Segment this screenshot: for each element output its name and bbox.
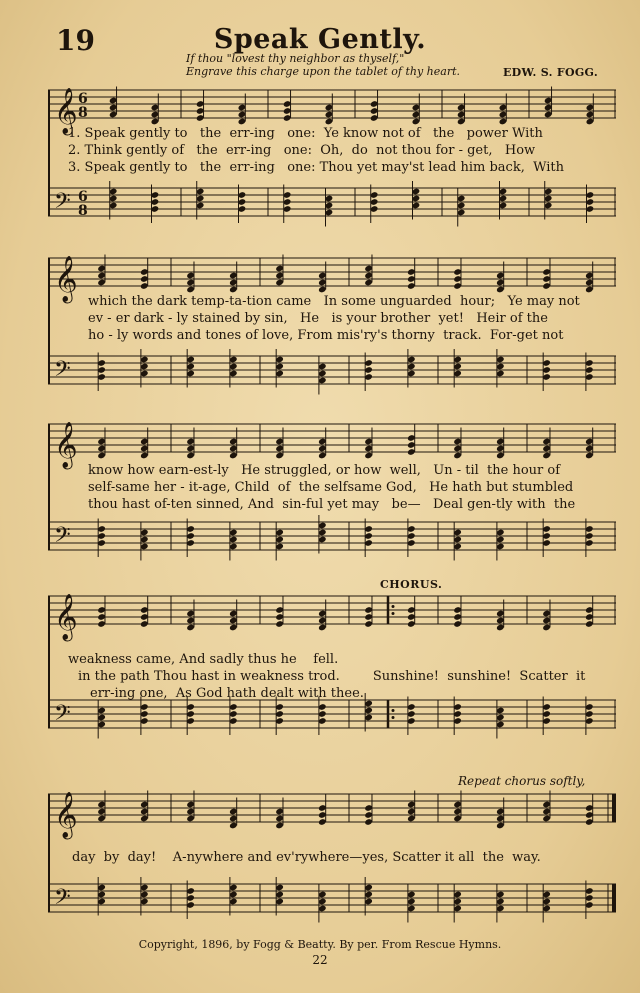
hymn-number: 19: [56, 24, 95, 57]
svg-text:𝄢: 𝄢: [54, 885, 71, 915]
svg-text:𝄢: 𝄢: [54, 357, 71, 387]
music-system-2: [48, 254, 616, 404]
svg-text:𝄞: 𝄞: [54, 422, 78, 468]
page-number: 22: [312, 953, 328, 967]
svg-text:𝄢: 𝄢: [54, 523, 71, 553]
lyric-line: 1. Speak gently to the err-ing one: Ye know not of the power With: [68, 126, 543, 141]
music-system-1: [48, 86, 616, 236]
svg-text:6: 6: [78, 91, 88, 107]
epigraph: [186, 52, 460, 78]
lyric-line: ev - er dark - ly stained by sin, He is your brother yet! Heir of the: [88, 311, 548, 326]
music-system-3: [48, 420, 616, 570]
svg-text:𝄢: 𝄢: [54, 189, 71, 219]
lyric-line: which the dark temp-ta-tion came In some unguarded hour; Ye may not: [88, 294, 580, 309]
lyric-line: 3. Speak gently to the err-ing one: Thou yet may'st lead him back, With: [68, 160, 564, 175]
lyric-line: day by day! A-nywhere and ev'rywhere—yes, Scatter it all the way.: [72, 850, 541, 865]
lyric-line: know how earn-est-ly He struggled, or how well, Un - til the hour of: [88, 463, 561, 478]
music-system-4: [48, 578, 616, 752]
svg-text:6: 6: [78, 189, 88, 205]
svg-text:𝄞: 𝄞: [54, 792, 78, 838]
lyric-line: weakness came, And sadly thus he fell.: [68, 652, 339, 667]
chorus-label: CHORUS.: [380, 578, 443, 591]
music-system-5: [48, 774, 616, 930]
lyric-line: in the path Thou hast in weakness trod. Sunshine! sunshine! Scatter it: [78, 669, 586, 684]
repeat-instruction: Repeat chorus softly,: [458, 774, 586, 788]
lyric-line: ho - ly words and tones of love, From mis'ry's thorny track. For-get not: [88, 328, 564, 343]
svg-text:𝄢: 𝄢: [54, 701, 71, 731]
copyright-notice: Copyright, 1896, by Fogg & Beatty. By per. From Rescue Hymns.: [138, 938, 502, 951]
svg-text:𝄞: 𝄞: [54, 256, 78, 302]
svg-text:8: 8: [78, 105, 88, 121]
lyric-line: self-same her - it-age, Child of the selfsame God, He hath but stumbled: [88, 480, 574, 495]
epigraph-line-2: Engrave this charge upon the tablet of thy heart.: [186, 65, 461, 78]
lyric-line: thou hast of-ten sinned, And sin-ful yet may be— Deal gen-tly with the: [88, 497, 576, 512]
lyric-line: err-ing one, As God hath dealt with thee.: [90, 686, 364, 701]
lyric-line: 2. Think gently of the err-ing one: Oh, do not thou for - get, How: [68, 143, 536, 158]
svg-text:𝄞: 𝄞: [54, 594, 78, 640]
composer-credit: EDW. S. FOGG.: [503, 66, 598, 79]
hymn-title: Speak Gently.: [213, 24, 427, 55]
epigraph-line-1: If thou "lovest thy neighbor as thyself,": [186, 52, 405, 65]
svg-text:8: 8: [78, 203, 88, 219]
svg-text:𝄞: 𝄞: [54, 88, 78, 134]
